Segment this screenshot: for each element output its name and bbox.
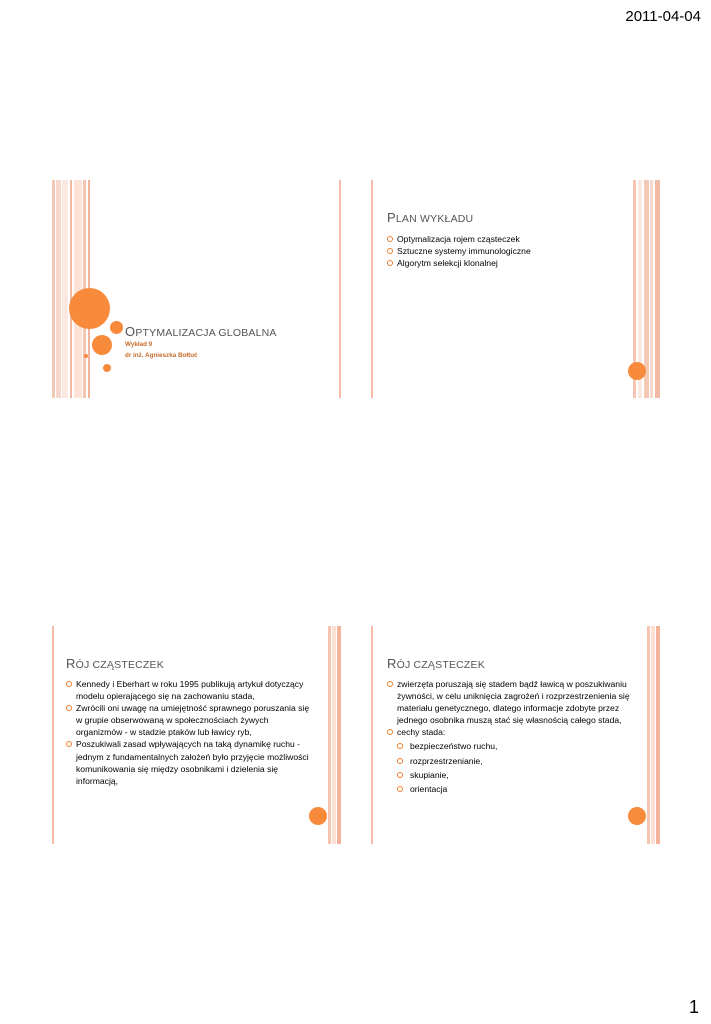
list-item: Kennedy i Eberhart w roku 1995 publikują artykuł dotyczący modelu opierającego się na zachowaniu stada, [66, 678, 312, 702]
slide-title-text: OPTYMALIZACJA GLOBALNA [125, 324, 277, 339]
stripe [651, 626, 655, 844]
sub-list-item: orientacja [387, 783, 637, 795]
dot-circle [84, 354, 88, 358]
stripe [647, 626, 650, 844]
bullet-list [387, 233, 627, 269]
corner-circle [309, 807, 327, 825]
sub-list-item: rozprzestrzenianie, [387, 755, 637, 767]
page-date: 2011-04-04 [625, 8, 701, 25]
author: dr inż. Agnieszka Bołtuć [125, 352, 198, 359]
slide-title-text: RÓJ CZĄSTECZEK [387, 656, 485, 671]
slide-plan [371, 180, 661, 398]
stripe [328, 626, 331, 844]
stripe [62, 180, 68, 398]
large-circle [69, 288, 110, 329]
list-item: cechy stada: [387, 726, 637, 738]
slide-title-text: PLAN WYKŁADU [387, 210, 474, 225]
stripe [655, 180, 660, 398]
page-number: 1 [688, 997, 699, 1017]
bullet-list [66, 678, 312, 787]
lecture-number: Wykład 9 [125, 341, 153, 348]
stripe [332, 626, 336, 844]
stripe [371, 180, 373, 398]
list-item: Poszukiwali zasad wpływających na taką dynamikę ruchu - jednym z fundamentalnych założeń było przyjęcie możliwości komunikowania się między osobnikami i dzielenia się informacją, [66, 738, 312, 786]
stripe [644, 180, 649, 398]
stripe [56, 180, 61, 398]
sub-list-item: bezpieczeństwo ruchu, [387, 740, 637, 752]
sub-list-item: skupianie, [387, 769, 637, 781]
slide-title-text: RÓJ CZĄSTECZEK [66, 656, 164, 671]
slide-swarm-1 [52, 626, 342, 844]
bullet-list [387, 678, 637, 795]
corner-circle [628, 362, 646, 380]
stripe [650, 180, 653, 398]
list-item: Sztuczne systemy immunologiczne [387, 245, 627, 257]
slide-title [52, 180, 342, 398]
stripe [337, 626, 341, 844]
stripe [656, 626, 660, 844]
list-item: Zwrócili oni uwagę na umiejętność sprawnego poruszania się w grupie obserwowaną w społecznościach żywych organizmów - w stadzie ptaków lub ławicy ryb, [66, 702, 312, 738]
stripe [371, 626, 373, 844]
medium-circle [92, 335, 112, 355]
stripe [52, 626, 54, 844]
small-circle [110, 321, 123, 334]
slide-swarm-2 [371, 626, 661, 844]
corner-circle [628, 807, 646, 825]
list-item: Optymalizacja rojem cząsteczek [387, 233, 627, 245]
stripe [70, 180, 72, 398]
tiny-circle [103, 364, 111, 372]
stripe [339, 180, 341, 398]
list-item: Algorytm selekcji klonalnej [387, 257, 627, 269]
stripe [52, 180, 55, 398]
list-item: zwierzęta poruszają się stadem bądź ławicą w poszukiwaniu żywności, w celu uniknięcia zagrożeń i rozprzestrzenienia się materiału genetycznego, dlatego informacje zdobyte przez jednego osobnika muszą stać się własnością całego stada, [387, 678, 637, 726]
